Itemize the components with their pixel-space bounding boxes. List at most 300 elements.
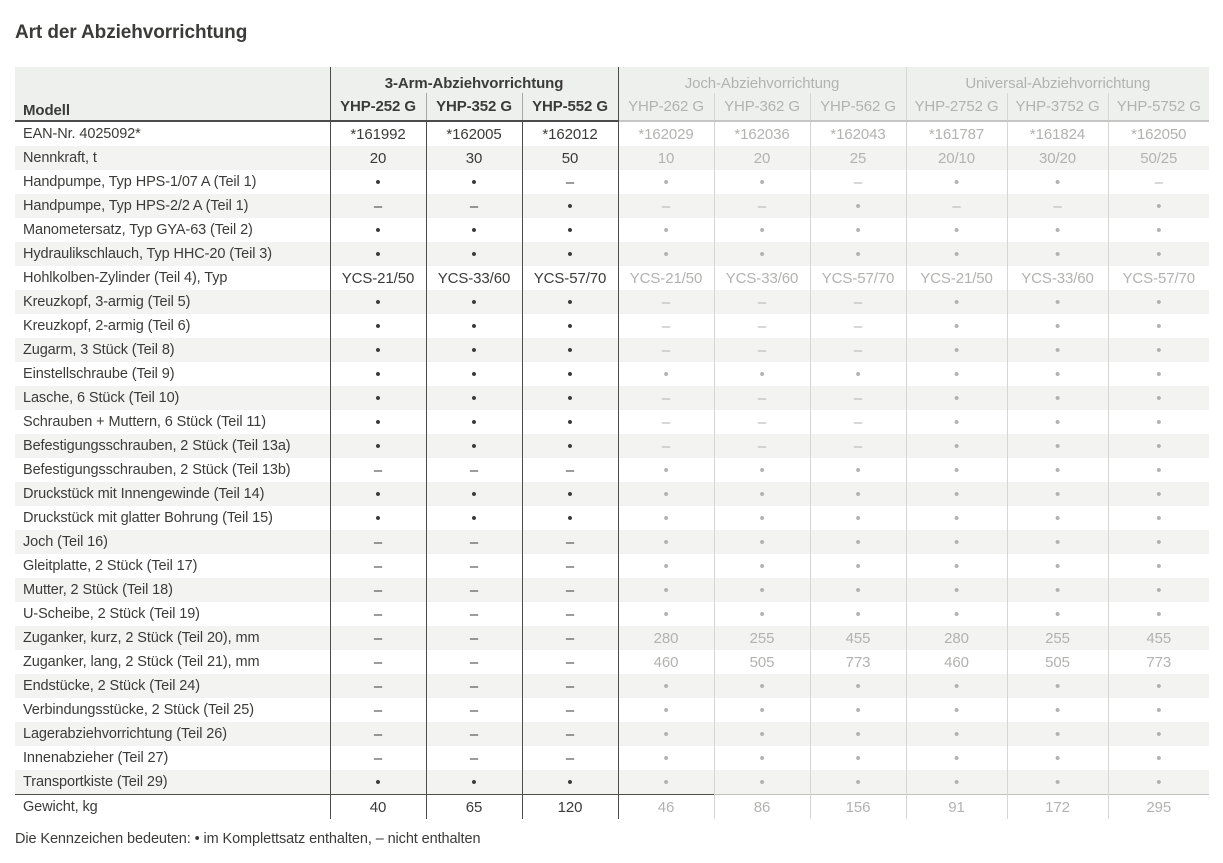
- cell: •: [906, 386, 1007, 410]
- cell: •: [1007, 482, 1108, 506]
- cell: •: [714, 602, 810, 626]
- row-label: EAN-Nr. 4025092*: [23, 126, 141, 142]
- cell: •: [714, 242, 810, 266]
- cell: •: [522, 770, 618, 795]
- row-label: Handpumpe, Typ HPS-2/2 A (Teil 1): [15, 194, 330, 218]
- cell: •: [522, 482, 618, 506]
- cell: 460: [618, 650, 714, 674]
- cell: •: [1007, 386, 1108, 410]
- cell: –: [426, 650, 522, 674]
- cell: –: [426, 698, 522, 722]
- cell: •: [906, 290, 1007, 314]
- cell: •: [522, 362, 618, 386]
- table-row: [15, 314, 1209, 338]
- cell: •: [714, 482, 810, 506]
- cell: •: [906, 674, 1007, 698]
- model-header-yhp362g: YHP-362 G: [714, 93, 810, 121]
- cell: –: [522, 602, 618, 626]
- cell: –: [618, 410, 714, 434]
- cell: •: [522, 194, 618, 218]
- cell: •: [906, 362, 1007, 386]
- row-label: Verbindungsstücke, 2 Stück (Teil 25): [23, 702, 254, 718]
- cell: 280: [906, 626, 1007, 650]
- row-label: Endstücke, 2 Stück (Teil 24): [15, 674, 330, 698]
- cell: •: [618, 602, 714, 626]
- cell: –: [810, 338, 906, 362]
- cell: •: [906, 482, 1007, 506]
- cell: –: [1108, 170, 1209, 194]
- table-row: [15, 362, 1209, 386]
- cell: •: [1108, 530, 1209, 554]
- cell: –: [522, 626, 618, 650]
- cell: •: [810, 482, 906, 506]
- cell: •: [810, 578, 906, 602]
- table-row: [15, 650, 1209, 674]
- cell: •: [330, 290, 426, 314]
- cell: 255: [714, 626, 810, 650]
- cell: •: [330, 770, 426, 795]
- table-row: [15, 626, 1209, 650]
- cell: 65: [426, 795, 522, 820]
- table-row: [15, 121, 1209, 146]
- cell: –: [714, 386, 810, 410]
- cell: –: [810, 170, 906, 194]
- cell: 255: [1007, 626, 1108, 650]
- cell: •: [810, 362, 906, 386]
- cell: YCS-57/70: [1108, 266, 1209, 290]
- cell: •: [522, 290, 618, 314]
- cell: •: [426, 770, 522, 795]
- cell: –: [810, 314, 906, 338]
- row-label: Manometersatz, Typ GYA-63 (Teil 2): [23, 222, 253, 238]
- cell: *161992: [330, 121, 426, 146]
- cell: •: [1108, 362, 1209, 386]
- row-label: Nennkraft, t: [15, 146, 330, 170]
- cell: •: [714, 506, 810, 530]
- cell: •: [1108, 554, 1209, 578]
- cell: –: [714, 290, 810, 314]
- cell: •: [1108, 290, 1209, 314]
- row-label: Zuganker, kurz, 2 Stück (Teil 20), mm: [15, 626, 330, 650]
- row-label: Zugarm, 3 Stück (Teil 8): [15, 338, 330, 362]
- cell: •: [618, 578, 714, 602]
- cell: 20: [714, 146, 810, 170]
- cell: •: [906, 434, 1007, 458]
- cell: –: [330, 626, 426, 650]
- model-header-yhp262g: YHP-262 G: [618, 93, 714, 121]
- cell: –: [714, 314, 810, 338]
- cell: *162043: [810, 121, 906, 146]
- row-label: Zuganker, lang, 2 Stück (Teil 21), mm: [23, 654, 260, 670]
- cell: YCS-33/60: [714, 266, 810, 290]
- table-row: [15, 218, 1209, 242]
- cell: •: [522, 218, 618, 242]
- row-label: Hydraulikschlauch, Typ HHC-20 (Teil 3): [15, 242, 330, 266]
- cell: –: [810, 410, 906, 434]
- cell: •: [1007, 746, 1108, 770]
- cell: –: [426, 194, 522, 218]
- table-row: [15, 795, 1209, 820]
- cell: •: [906, 722, 1007, 746]
- cell: •: [714, 746, 810, 770]
- cell: •: [330, 338, 426, 362]
- cell: –: [426, 530, 522, 554]
- cell: *162036: [714, 121, 810, 146]
- cell: •: [810, 674, 906, 698]
- cell: •: [1108, 698, 1209, 722]
- cell: –: [330, 722, 426, 746]
- cell: •: [426, 362, 522, 386]
- table-row: [15, 194, 1209, 218]
- cell: •: [1007, 674, 1108, 698]
- cell: •: [810, 602, 906, 626]
- cell: *162012: [522, 121, 618, 146]
- cell: •: [1007, 458, 1108, 482]
- cell: *162029: [618, 121, 714, 146]
- cell: •: [1007, 722, 1108, 746]
- table-row: [15, 434, 1209, 458]
- cell: •: [330, 410, 426, 434]
- cell: •: [906, 602, 1007, 626]
- cell: –: [330, 650, 426, 674]
- cell: 20/10: [906, 146, 1007, 170]
- cell: •: [1108, 410, 1209, 434]
- cell: •: [810, 458, 906, 482]
- spec-table: [15, 67, 1209, 819]
- cell: –: [810, 290, 906, 314]
- cell: •: [714, 698, 810, 722]
- cell: •: [522, 386, 618, 410]
- cell: –: [618, 290, 714, 314]
- cell: •: [1007, 410, 1108, 434]
- cell: •: [330, 170, 426, 194]
- table-row: [15, 290, 1209, 314]
- cell: •: [1108, 458, 1209, 482]
- cell: •: [1007, 770, 1108, 795]
- row-label: U-Scheibe, 2 Stück (Teil 19): [23, 606, 200, 622]
- cell: 280: [618, 626, 714, 650]
- cell: •: [1108, 482, 1209, 506]
- cell: •: [1108, 386, 1209, 410]
- cell: •: [1007, 698, 1108, 722]
- cell: •: [618, 554, 714, 578]
- cell: –: [330, 746, 426, 770]
- cell: •: [906, 410, 1007, 434]
- cell: –: [810, 434, 906, 458]
- model-header-yhp562g: YHP-562 G: [810, 93, 906, 121]
- cell: •: [906, 170, 1007, 194]
- row-label: Kreuzkopf, 3-armig (Teil 5): [15, 290, 330, 314]
- table-row: [15, 746, 1209, 770]
- cell: •: [714, 530, 810, 554]
- cell: •: [330, 434, 426, 458]
- cell: 773: [810, 650, 906, 674]
- table-row: [15, 770, 1209, 795]
- cell: –: [522, 554, 618, 578]
- cell: –: [426, 578, 522, 602]
- cell: •: [714, 170, 810, 194]
- cell: 455: [810, 626, 906, 650]
- cell: YCS-21/50: [330, 266, 426, 290]
- cell: •: [714, 362, 810, 386]
- cell: –: [714, 434, 810, 458]
- cell: •: [714, 554, 810, 578]
- cell: •: [426, 170, 522, 194]
- cell: •: [810, 746, 906, 770]
- cell: •: [426, 386, 522, 410]
- cell: •: [1108, 578, 1209, 602]
- cell: •: [522, 242, 618, 266]
- cell: •: [522, 338, 618, 362]
- cell: –: [522, 578, 618, 602]
- cell: •: [1108, 770, 1209, 795]
- table-row: [15, 266, 1209, 290]
- cell: 25: [810, 146, 906, 170]
- cell: •: [618, 362, 714, 386]
- group-header-joch: Joch-Abziehvorrichtung: [618, 67, 906, 93]
- cell: –: [426, 602, 522, 626]
- cell: •: [618, 458, 714, 482]
- cell: •: [714, 458, 810, 482]
- cell: •: [330, 362, 426, 386]
- cell: –: [618, 194, 714, 218]
- cell: –: [330, 578, 426, 602]
- cell: •: [426, 218, 522, 242]
- cell: •: [906, 770, 1007, 795]
- cell: 505: [714, 650, 810, 674]
- cell: 120: [522, 795, 618, 820]
- cell: •: [1108, 746, 1209, 770]
- cell: •: [1007, 530, 1108, 554]
- cell: 30/20: [1007, 146, 1108, 170]
- cell: •: [618, 218, 714, 242]
- cell: •: [618, 170, 714, 194]
- cell: •: [1007, 434, 1108, 458]
- cell: •: [1108, 722, 1209, 746]
- cell: •: [714, 218, 810, 242]
- row-label: Lagerabziehvorrichtung (Teil 26): [15, 722, 330, 746]
- row-label: Gleitplatte, 2 Stück (Teil 17): [23, 558, 198, 574]
- cell: 773: [1108, 650, 1209, 674]
- cell: •: [426, 338, 522, 362]
- cell: –: [426, 722, 522, 746]
- cell: •: [906, 458, 1007, 482]
- row-label: Gewicht, kg: [15, 795, 330, 820]
- cell: •: [618, 746, 714, 770]
- cell: YCS-57/70: [522, 266, 618, 290]
- cell: 505: [1007, 650, 1108, 674]
- cell: •: [618, 770, 714, 795]
- cell: •: [522, 410, 618, 434]
- cell: •: [1108, 506, 1209, 530]
- cell: •: [1007, 218, 1108, 242]
- cell: •: [1108, 194, 1209, 218]
- group-header-3arm: 3-Arm-Abziehvorrichtung: [330, 67, 618, 93]
- row-label: Innenabzieher (Teil 27): [23, 750, 169, 766]
- table-row: [15, 506, 1209, 530]
- cell: •: [906, 338, 1007, 362]
- cell: •: [1007, 242, 1108, 266]
- model-header-yhp252g: YHP-252 G: [330, 93, 426, 121]
- group-header-universal: Universal-Abziehvorrichtung: [906, 67, 1209, 93]
- cell: *162050: [1108, 121, 1209, 146]
- cell: •: [810, 698, 906, 722]
- table-row: [15, 338, 1209, 362]
- legend-note: Die Kennzeichen bedeuten: • im Komplettsatz enthalten, – nicht enthalten: [15, 831, 481, 847]
- table-row: [15, 458, 1209, 482]
- cell: *161787: [906, 121, 1007, 146]
- row-label: Handpumpe, Typ HPS-1/07 A (Teil 1): [23, 174, 257, 190]
- cell: •: [426, 506, 522, 530]
- cell: 86: [714, 795, 810, 820]
- row-label: Druckstück mit glatter Bohrung (Teil 15): [23, 510, 273, 526]
- cell: 91: [906, 795, 1007, 820]
- cell: –: [426, 746, 522, 770]
- table-row: [15, 482, 1209, 506]
- cell: •: [714, 722, 810, 746]
- cell: –: [522, 170, 618, 194]
- cell: –: [714, 194, 810, 218]
- cell: •: [522, 314, 618, 338]
- table-body: [15, 121, 1209, 819]
- cell: –: [522, 698, 618, 722]
- cell: 30: [426, 146, 522, 170]
- cell: •: [618, 530, 714, 554]
- cell: –: [522, 722, 618, 746]
- cell: •: [618, 722, 714, 746]
- cell: •: [426, 434, 522, 458]
- cell: •: [1108, 218, 1209, 242]
- cell: 20: [330, 146, 426, 170]
- cell: •: [906, 242, 1007, 266]
- cell: –: [330, 194, 426, 218]
- cell: •: [426, 314, 522, 338]
- cell: •: [618, 506, 714, 530]
- cell: –: [618, 338, 714, 362]
- cell: –: [330, 554, 426, 578]
- cell: •: [1007, 506, 1108, 530]
- cell: •: [426, 482, 522, 506]
- cell: –: [426, 674, 522, 698]
- cell: –: [330, 674, 426, 698]
- cell: •: [426, 410, 522, 434]
- model-header-yhp3752g: YHP-3752 G: [1007, 93, 1108, 121]
- cell: •: [426, 290, 522, 314]
- cell: –: [522, 674, 618, 698]
- cell: 50/25: [1108, 146, 1209, 170]
- row-label: Lasche, 6 Stück (Teil 10): [15, 386, 330, 410]
- cell: •: [1007, 602, 1108, 626]
- cell: •: [810, 242, 906, 266]
- cell: –: [906, 194, 1007, 218]
- cell: •: [714, 578, 810, 602]
- cell: –: [714, 338, 810, 362]
- row-label: Hohlkolben-Zylinder (Teil 4), Typ: [23, 270, 228, 286]
- cell: •: [618, 482, 714, 506]
- model-header-yhp552g: YHP-552 G: [522, 93, 618, 121]
- cell: –: [426, 626, 522, 650]
- cell: –: [618, 314, 714, 338]
- cell: YCS-33/60: [1007, 266, 1108, 290]
- cell: –: [330, 602, 426, 626]
- cell: •: [1007, 170, 1108, 194]
- row-label: Befestigungsschrauben, 2 Stück (Teil 13a): [15, 434, 330, 458]
- cell: •: [714, 770, 810, 795]
- cell: •: [906, 218, 1007, 242]
- cell: •: [1007, 290, 1108, 314]
- group-header-row: [15, 67, 1209, 93]
- cell: •: [810, 530, 906, 554]
- row-label: Mutter, 2 Stück (Teil 18): [15, 578, 330, 602]
- cell: –: [618, 434, 714, 458]
- cell: •: [426, 242, 522, 266]
- cell: *161824: [1007, 121, 1108, 146]
- cell: •: [810, 506, 906, 530]
- row-label: Transportkiste (Teil 29): [15, 770, 330, 795]
- table-row: [15, 386, 1209, 410]
- cell: •: [1007, 314, 1108, 338]
- cell: •: [906, 530, 1007, 554]
- cell: •: [618, 242, 714, 266]
- cell: •: [810, 194, 906, 218]
- cell: •: [330, 482, 426, 506]
- table-row: [15, 146, 1209, 170]
- cell: 10: [618, 146, 714, 170]
- row-label: Joch (Teil 16): [15, 530, 330, 554]
- cell: •: [330, 386, 426, 410]
- cell: •: [906, 506, 1007, 530]
- row-label: Schrauben + Muttern, 6 Stück (Teil 11): [23, 414, 266, 430]
- cell: •: [810, 554, 906, 578]
- cell: YCS-21/50: [906, 266, 1007, 290]
- cell: –: [426, 458, 522, 482]
- table-row: [15, 602, 1209, 626]
- cell: 460: [906, 650, 1007, 674]
- model-column-header: Modell: [15, 67, 330, 121]
- table-row: [15, 674, 1209, 698]
- cell: YCS-21/50: [618, 266, 714, 290]
- cell: •: [1007, 578, 1108, 602]
- cell: •: [522, 434, 618, 458]
- table-row: [15, 722, 1209, 746]
- cell: •: [330, 506, 426, 530]
- cell: 455: [1108, 626, 1209, 650]
- cell: •: [522, 506, 618, 530]
- cell: •: [714, 674, 810, 698]
- row-label: Befestigungsschrauben, 2 Stück (Teil 13b): [23, 462, 291, 478]
- table-row: [15, 530, 1209, 554]
- model-header-yhp5752g: YHP-5752 G: [1108, 93, 1209, 121]
- cell: –: [618, 386, 714, 410]
- cell: •: [906, 698, 1007, 722]
- row-label: Druckstück mit Innengewinde (Teil 14): [15, 482, 330, 506]
- model-header-yhp352g: YHP-352 G: [426, 93, 522, 121]
- cell: •: [1108, 314, 1209, 338]
- cell: YCS-57/70: [810, 266, 906, 290]
- cell: –: [330, 698, 426, 722]
- model-header-yhp2752g: YHP-2752 G: [906, 93, 1007, 121]
- cell: –: [522, 650, 618, 674]
- cell: 156: [810, 795, 906, 820]
- cell: •: [1007, 554, 1108, 578]
- cell: •: [1108, 338, 1209, 362]
- cell: –: [522, 530, 618, 554]
- cell: •: [906, 554, 1007, 578]
- table-row: [15, 410, 1209, 434]
- cell: •: [906, 746, 1007, 770]
- cell: •: [330, 314, 426, 338]
- row-label: Kreuzkopf, 2-armig (Teil 6): [23, 318, 191, 334]
